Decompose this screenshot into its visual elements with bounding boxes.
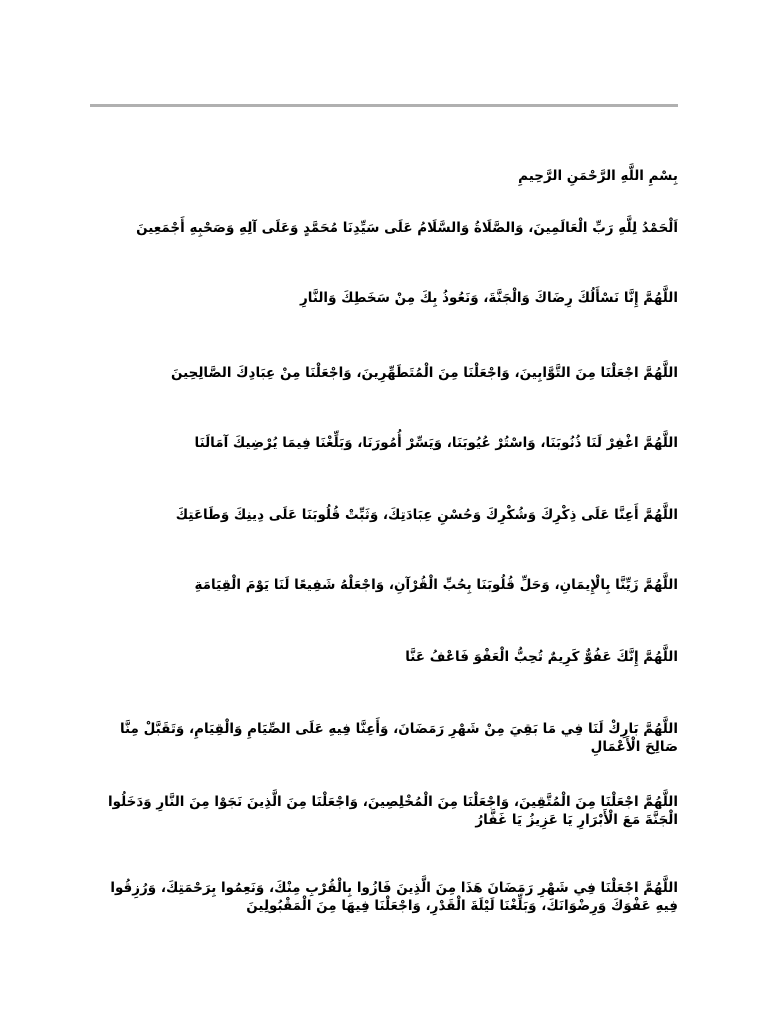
dua-line-9: اللَّهُمَّ اجْعَلْنَا فِي شَهْرِ رَمَضَانَ هَذَا مِنَ الَّذِينَ فَازُوا بِالْقُرْبِ مِنْكَ، وَنَعِمُوا بِرَحْمَتِكَ، وَرُزِقُوا فِيهِ عَفْوَكَ وَرِضْوَانَكَ، وَبَلِّغْنَا لَيْلَةَ الْقَدْرِ، وَاجْعَلْنَا فِيهَا مِنَ الْمَقْبُولِينَ: [110, 880, 678, 914]
dua-line-3: اللَّهُمَّ اغْفِرْ لَنَا ذُنُوبَنَا، وَاسْتُرْ عُيُوبَنَا، وَيَسِّرْ أُمُورَنَا، وَبَلِّغْنَا فِيمَا يُرْضِيكَ آمَالَنَا: [194, 435, 678, 451]
dua-line-5: اللَّهُمَّ زَيِّنَّا بِالْإِيمَانِ، وَحَلِّ قُلُوبَنَا بِحُبِّ الْقُرْآنِ، وَاجْعَلْهُ شَفِيعًا لَنَا يَوْمَ الْقِيَامَةِ: [194, 577, 678, 593]
dua-line-7: اللَّهُمَّ بَارِكْ لَنَا فِي مَا بَقِيَ مِنْ شَهْرِ رَمَضَانَ، وَأَعِنَّا فِيهِ عَلَى الصِّيَامِ وَالْقِيَامِ، وَتَقَبَّلْ مِنَّا صَالِحَ الْأَعْمَالِ: [119, 721, 678, 755]
top-divider: [90, 104, 678, 107]
dua-line-6: اللَّهُمَّ إِنَّكَ عَفُوٌّ كَرِيمٌ تُحِبُّ الْعَفْوَ فَاعْفُ عَنَّا: [405, 649, 678, 665]
praise-line: اَلْحَمْدُ لِلَّهِ رَبِّ الْعَالَمِينَ، وَالصَّلَاةُ وَالسَّلَامُ عَلَى سَيِّدِنَا مُحَمَّدٍ وَعَلَى آلِهِ وَصَحْبِهِ أَجْمَعِينَ: [136, 220, 678, 236]
dua-line-2: اللَّهُمَّ اجْعَلْنَا مِنَ التَّوَّابِينَ، وَاجْعَلْنَا مِنَ الْمُتَطَهِّرِينَ، وَاجْعَلْنَا مِنْ عِبَادِكَ الصَّالِحِينَ: [170, 365, 678, 381]
dua-line-1: اللَّهُمَّ إِنَّا نَسْأَلُكَ رِضَاكَ وَالْجَنَّةَ، وَنَعُوذُ بِكَ مِنْ سَخَطِكَ وَالنَّارِ: [300, 290, 678, 306]
dua-line-8: اللَّهُمَّ اجْعَلْنَا مِنَ الْمُتَّقِينَ، وَاجْعَلْنَا مِنَ الْمُخْلِصِينَ، وَاجْعَلْنَا مِنَ الَّذِينَ نَجَوْا مِنَ النَّارِ وَدَخَلُوا الْجَنَّةَ مَعَ الْأَبْرَارِ يَا عَزِيزُ يَا غَفَّارُ: [108, 794, 678, 828]
basmala-line: بِسْمِ اللَّهِ الرَّحْمَنِ الرَّحِيمِ: [518, 168, 678, 184]
dua-line-4: اللَّهُمَّ أَعِنَّا عَلَى ذِكْرِكَ وَشُكْرِكَ وَحُسْنِ عِبَادَتِكَ، وَثَبِّتْ قُلُوبَنَا عَلَى دِينِكَ وَطَاعَتِكَ: [175, 507, 678, 523]
